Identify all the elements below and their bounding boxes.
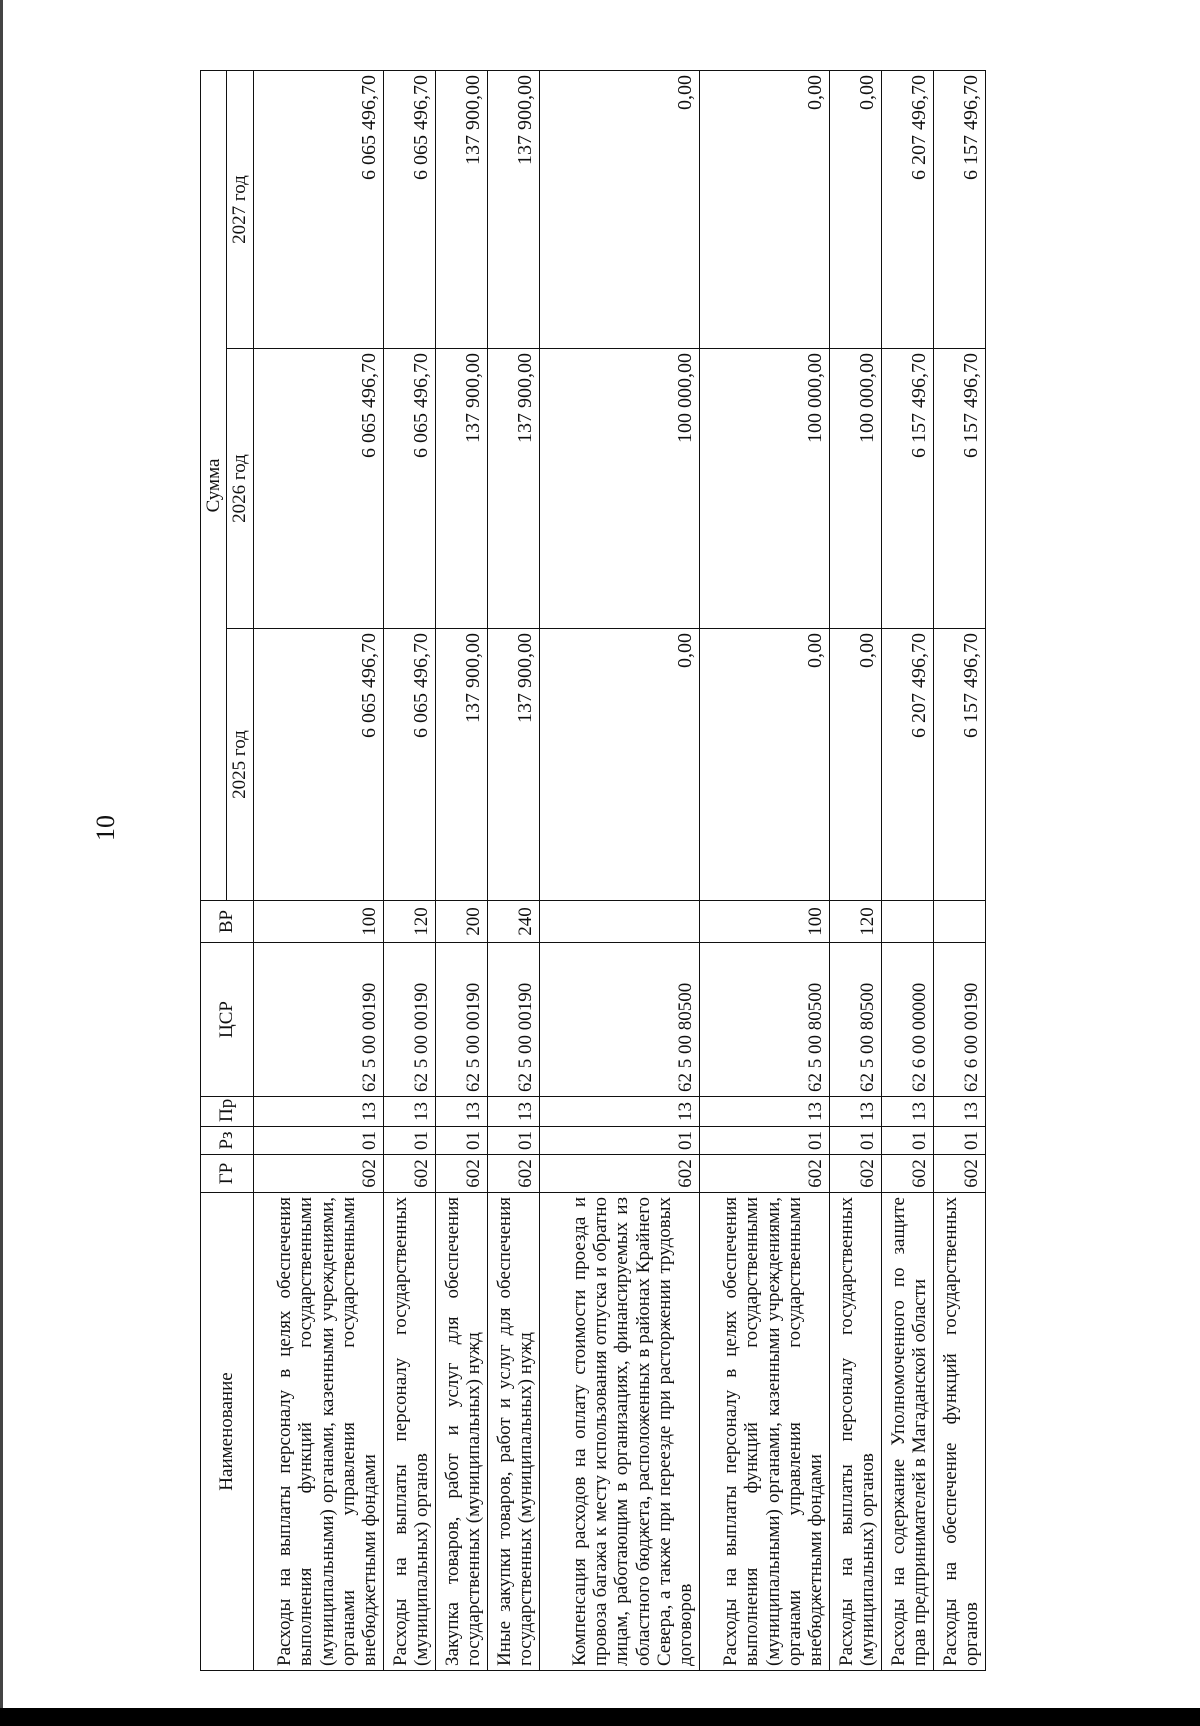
table-row <box>435 71 487 1671</box>
table-row <box>881 71 933 1671</box>
row-name: Иные закупки товаров, работ и услуг для обеспечения государственных (муниципальных) нужд <box>487 1193 539 1671</box>
row-2026: 100 000,00 <box>699 349 829 629</box>
scan-bottom-band <box>0 1708 1200 1726</box>
table-row <box>933 71 985 1671</box>
row-csr: 62 5 00 80500 <box>539 943 699 1097</box>
scan-edge <box>0 0 3 1726</box>
row-vr <box>933 901 985 943</box>
header-pr: Пр <box>201 1097 254 1127</box>
row-rz: 01 <box>881 1127 933 1155</box>
budget-table <box>200 70 986 1671</box>
row-2025: 0,00 <box>699 629 829 901</box>
row-2025: 6 207 496,70 <box>881 629 933 901</box>
row-pr: 13 <box>881 1097 933 1127</box>
row-pr: 13 <box>699 1097 829 1127</box>
row-csr: 62 5 00 80500 <box>829 943 881 1097</box>
row-2027: 137 900,00 <box>435 71 487 349</box>
rotated-page <box>200 71 1060 1671</box>
row-csr: 62 5 00 00190 <box>435 943 487 1097</box>
row-gr: 602 <box>829 1155 881 1193</box>
header-rz: Рз <box>201 1127 254 1155</box>
row-gr: 602 <box>881 1155 933 1193</box>
header-gr: ГР <box>201 1155 254 1193</box>
row-vr: 100 <box>253 901 383 943</box>
header-2026: 2026 год <box>227 349 253 629</box>
row-rz: 01 <box>383 1127 435 1155</box>
row-2027: 0,00 <box>539 71 699 349</box>
row-vr: 120 <box>829 901 881 943</box>
row-pr: 13 <box>253 1097 383 1127</box>
row-csr: 62 6 00 00190 <box>933 943 985 1097</box>
row-2025: 137 900,00 <box>487 629 539 901</box>
page-number: 10 <box>91 815 120 841</box>
row-rz: 01 <box>933 1127 985 1155</box>
row-2025: 6 157 496,70 <box>933 629 985 901</box>
row-2026: 100 000,00 <box>539 349 699 629</box>
row-2025: 6 065 496,70 <box>383 629 435 901</box>
table-row <box>383 71 435 1671</box>
row-vr: 200 <box>435 901 487 943</box>
row-name: Расходы на выплаты персоналу государственных (муниципальных) органов <box>829 1193 881 1671</box>
row-2026: 6 157 496,70 <box>933 349 985 629</box>
row-pr: 13 <box>487 1097 539 1127</box>
row-2026: 137 900,00 <box>435 349 487 629</box>
row-pr: 13 <box>829 1097 881 1127</box>
row-2027: 6 207 496,70 <box>881 71 933 349</box>
row-vr <box>539 901 699 943</box>
row-2025: 137 900,00 <box>435 629 487 901</box>
row-gr: 602 <box>435 1155 487 1193</box>
row-vr: 100 <box>699 901 829 943</box>
row-rz: 01 <box>699 1127 829 1155</box>
row-2027: 0,00 <box>699 71 829 349</box>
row-rz: 01 <box>487 1127 539 1155</box>
row-rz: 01 <box>253 1127 383 1155</box>
row-vr <box>881 901 933 943</box>
table-row <box>487 71 539 1671</box>
row-rz: 01 <box>435 1127 487 1155</box>
row-2026: 6 157 496,70 <box>881 349 933 629</box>
table-row <box>539 71 699 1671</box>
header-sum: Сумма <box>201 71 227 901</box>
row-2025: 6 065 496,70 <box>253 629 383 901</box>
row-name: Расходы на выплаты персоналу в целях обеспечения выполнения функций государственными (муниципальными) органами, казенными учреждениями, органами управления государственными внебюджетными фондами <box>699 1193 829 1671</box>
row-csr: 62 5 00 00190 <box>383 943 435 1097</box>
row-2026: 6 065 496,70 <box>383 349 435 629</box>
header-2027: 2027 год <box>227 71 253 349</box>
row-2027: 137 900,00 <box>487 71 539 349</box>
row-2027: 6 065 496,70 <box>253 71 383 349</box>
row-csr: 62 5 00 80500 <box>699 943 829 1097</box>
row-2027: 6 157 496,70 <box>933 71 985 349</box>
table-row <box>253 71 383 1671</box>
row-2026: 100 000,00 <box>829 349 881 629</box>
row-2025: 0,00 <box>539 629 699 901</box>
row-pr: 13 <box>383 1097 435 1127</box>
row-gr: 602 <box>539 1155 699 1193</box>
header-name: Наименование <box>201 1193 254 1671</box>
header-vr: ВР <box>201 901 254 943</box>
row-name: Расходы на содержание Уполномоченного по защите прав предпринимателей в Магаданской области <box>881 1193 933 1671</box>
row-csr: 62 5 00 00190 <box>487 943 539 1097</box>
row-gr: 602 <box>699 1155 829 1193</box>
table-row <box>699 71 829 1671</box>
table-row <box>829 71 881 1671</box>
row-2027: 0,00 <box>829 71 881 349</box>
row-2027: 6 065 496,70 <box>383 71 435 349</box>
row-gr: 602 <box>933 1155 985 1193</box>
row-gr: 602 <box>383 1155 435 1193</box>
row-csr: 62 5 00 00190 <box>253 943 383 1097</box>
row-csr: 62 6 00 00000 <box>881 943 933 1097</box>
row-gr: 602 <box>253 1155 383 1193</box>
row-gr: 602 <box>487 1155 539 1193</box>
row-pr: 13 <box>933 1097 985 1127</box>
header-csr: ЦСР <box>201 943 254 1097</box>
header-2025: 2025 год <box>227 629 253 901</box>
row-name: Расходы на выплаты персоналу государственных (муниципальных) органов <box>383 1193 435 1671</box>
row-rz: 01 <box>829 1127 881 1155</box>
row-vr: 120 <box>383 901 435 943</box>
row-vr: 240 <box>487 901 539 943</box>
row-name: Компенсация расходов на оплату стоимости проезда и провоза багажа к месту использования отпуска и обратно лицам, работающим в организациях, финансируемых из областного бюджета, расположенных в районах Крайнего Севера, а также при переезде при расторжении трудовых договоров <box>539 1193 699 1671</box>
row-name: Расходы на обеспечение функций государственных органов <box>933 1193 985 1671</box>
row-pr: 13 <box>435 1097 487 1127</box>
row-2026: 6 065 496,70 <box>253 349 383 629</box>
row-name: Закупка товаров, работ и услуг для обеспечения государственных (муниципальных) нужд <box>435 1193 487 1671</box>
row-rz: 01 <box>539 1127 699 1155</box>
row-pr: 13 <box>539 1097 699 1127</box>
row-name: Расходы на выплаты персоналу в целях обеспечения выполнения функций государственными (муниципальными) органами, казенными учреждениями, органами управления государственными внебюджетными фондами <box>253 1193 383 1671</box>
row-2025: 0,00 <box>829 629 881 901</box>
row-2026: 137 900,00 <box>487 349 539 629</box>
